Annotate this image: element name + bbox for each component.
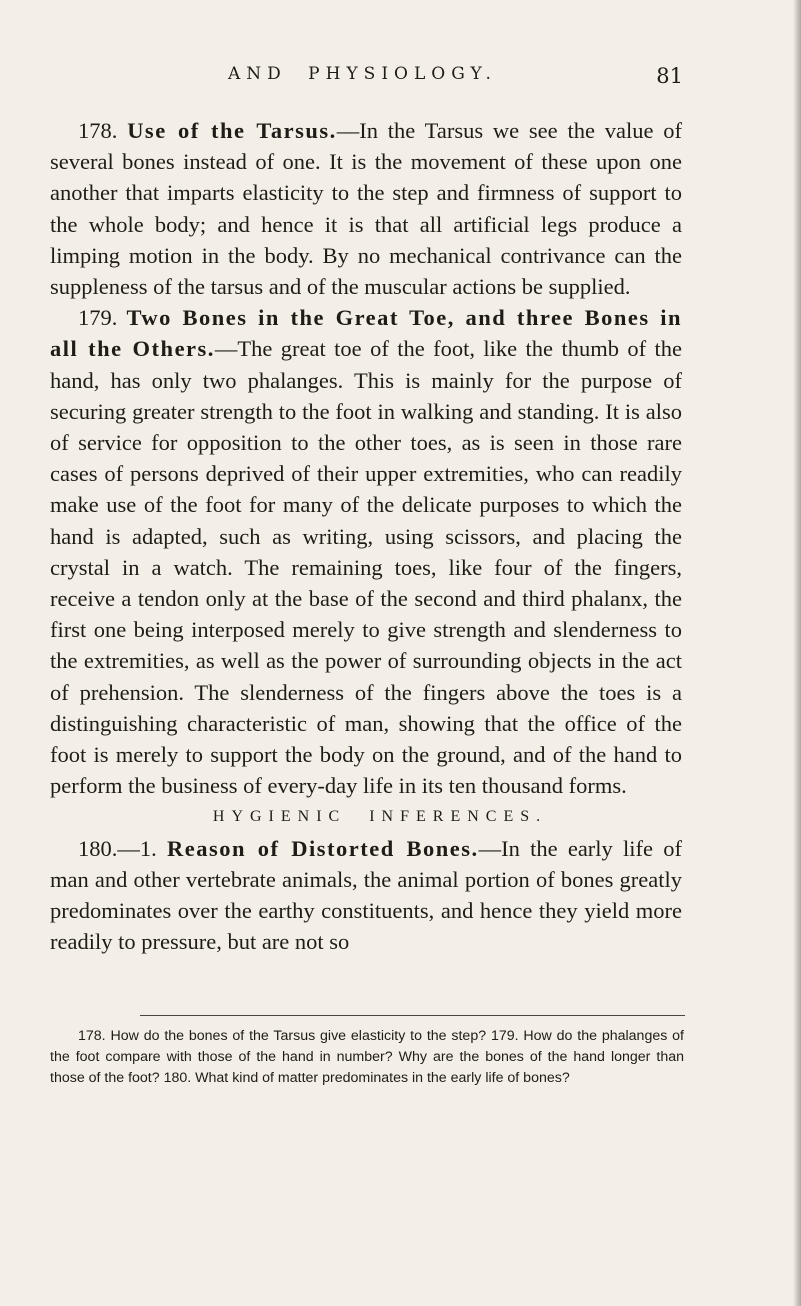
paragraph-number: 180.—1. <box>78 835 157 861</box>
paragraph-number: 179. <box>78 305 118 331</box>
paragraph-178 <box>50 115 682 302</box>
paragraph-title: Two Bones in the Great Toe, and three Bones in all the Others. <box>50 305 682 362</box>
paragraph-title: Use of the Tarsus. <box>127 118 337 143</box>
page-edge-shadow <box>793 0 801 1306</box>
page-number: 81 <box>656 64 683 88</box>
body-text <box>50 115 682 957</box>
footnotes <box>50 1026 684 1089</box>
paragraph-text: —The great toe of the foot, like the thumb of the hand, has only two phalanges. This is mainly for the purpose of securing greater strength to the foot in walking and standing. It is also of service for opposition to the other toes, as is seen in those rare cases of persons deprived of their upper extremities, who can readily make use of the foot for many of the delicate purposes to which the hand is adapted, such as writing, using scissors, and placing the crystal in a watch. The remaining toes, like four of the fingers, receive a tendon only at the base of the second and third phalanx, the first one being interposed merely to give strength and slenderness to the extremities, as well as the power of surrounding objects in the act of prehension. The slenderness of the fingers above the toes is a distinguishing characteristic of man, showing that the office of the foot is merely to support the body on the ground, and of the hand to perform the business of every-day life in its ten thousand forms. <box>50 336 682 799</box>
running-head <box>0 64 801 94</box>
paragraph-number: 178. <box>78 118 118 143</box>
paragraph-text: —In the Tarsus we see the value of several bones instead of one. It is the movement of these upon one another that imparts elasticity to the step and firmness of support to the whole body; and hence it is that all artificial legs produce a limping motion in the body. By no mechanical contrivance can the suppleness of the tarsus and of the muscular actions be supplied. <box>50 118 683 300</box>
section-heading: HYGIENIC INFERENCES. <box>212 808 548 826</box>
paragraph-text: —In the early life of man and other vertebrate animals, the animal portion of bones greatly predominates over the earthy constituents, and hence they yield more readily to pressure, but are not so <box>50 835 683 955</box>
paragraph-179 <box>50 302 682 801</box>
paragraph-180 <box>50 833 682 958</box>
running-title: AND PHYSIOLOGY. <box>228 64 497 84</box>
paragraph-title: Reason of Distorted Bones. <box>167 835 479 861</box>
footnote-questions: 178. How do the bones of the Tarsus give elasticity to the step? 179. How do the phalanges of the foot compare with those of the hand in number? Why are the bones of the hand longer than those of the foot? 180. What kind of matter predominates in the early life of bones? <box>50 1028 684 1086</box>
footnote-divider <box>140 1015 685 1016</box>
